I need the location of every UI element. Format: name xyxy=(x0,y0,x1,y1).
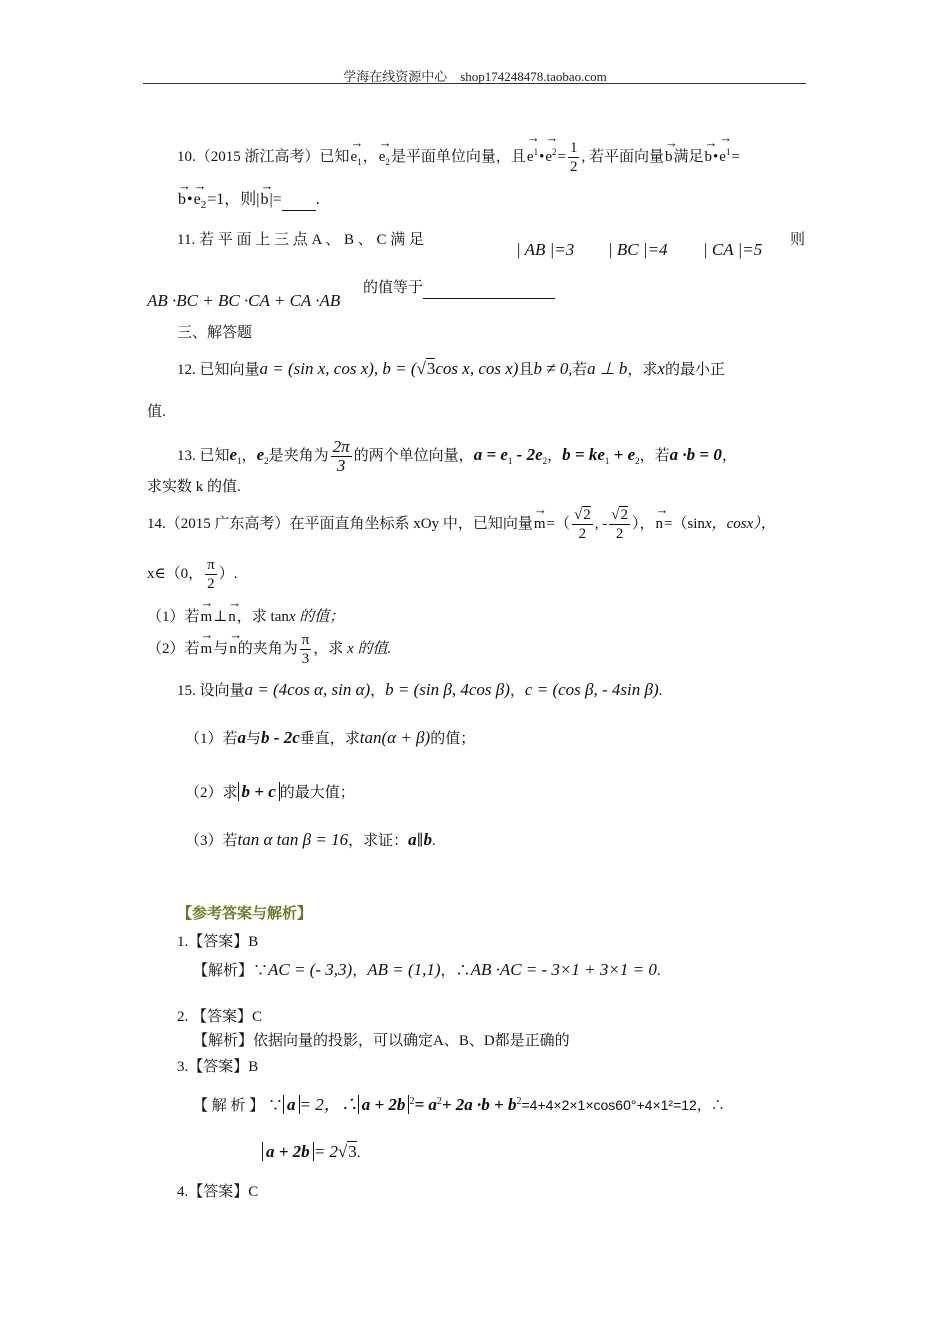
abs-bc: | BC |=4 xyxy=(608,240,668,259)
answer-2: 2. 【答案】C xyxy=(177,1009,263,1025)
answer-section-title: 【参考答案与解析】 xyxy=(177,906,313,922)
abs-ca: | CA |=5 xyxy=(703,240,763,259)
vector-m-c: → m xyxy=(201,633,213,659)
abs-ab: | AB |=3 xyxy=(516,240,575,259)
vector-b: → b xyxy=(665,141,673,167)
vector-b-2: → b xyxy=(705,141,713,167)
answer-4: 4.【答案】C xyxy=(177,1184,259,1200)
fraction-root2-over-2-b: $\frac{√2}{2}$ xyxy=(611,507,628,542)
then-word: 则 xyxy=(790,232,806,248)
question-14-range: x∈（0， $\frac{\pi}{2}$ ）. xyxy=(147,557,238,592)
question-14-part1: （1）若→ m⊥→ n，求 tanx 的值； xyxy=(147,601,344,627)
question-10-line2: → b•→ $e_2=1$，则|→ b|= . xyxy=(177,184,320,215)
vector-e2-b: → $e^2$ xyxy=(545,136,556,167)
question-15-line1: 15. 设向量a = (4cos α, sin α)，b = (sin β, 4cos β)，c = (cos β, - 4sin β). xyxy=(177,680,663,699)
vector-m-b: → m xyxy=(201,601,213,627)
vector-e2: → $e_2$ xyxy=(379,141,390,172)
vector-n-c: → n xyxy=(229,633,237,659)
answer-blank xyxy=(282,190,316,211)
question-12-line2: 值. xyxy=(147,404,166,420)
question-13-line1: 13. 已知$e_1$，$e_2$是夹角为 $\frac{2\pi}{3}$ 的两个单位向量，$a = e_1 - 2e_2$，$b = ke_1 + e_2$，若a ·b = 0， xyxy=(177,437,737,475)
fraction-pi-over-3: $\frac{\pi}{3}$ xyxy=(301,632,310,667)
answer-3: 3.【答案】B xyxy=(177,1059,259,1075)
section-heading: 三、解答题 xyxy=(177,325,253,341)
vector-n-b: → n xyxy=(228,601,236,627)
question-15-part3: （3）若tan α tan β = 16，求证：a∥b. xyxy=(185,830,436,849)
fraction-half: $\frac{1}{2}$ xyxy=(569,140,578,176)
question-13-line2: 求实数 k 的值. xyxy=(147,479,241,495)
fraction-root2-over-2: $\frac{√2}{2}$ xyxy=(573,507,591,542)
question-12-line1: 12. 已知向量a = (sin x, cos x), b = (√3cos x, cos x)且b ≠ 0,若a ⊥ b，求x的最小正 xyxy=(177,359,725,378)
vector-b-4: → b xyxy=(260,184,268,210)
explanation-2: 【解析】依据向量的投影，可以确定A、B、D都是正确的 xyxy=(193,1033,570,1049)
vector-e1-c: → $e^1$ xyxy=(719,136,730,167)
vector-b-3: → b xyxy=(178,184,186,210)
vector-e2-c: → $e_2$ xyxy=(194,184,207,215)
answer-blank xyxy=(423,278,555,299)
fraction-pi-over-2: $\frac{\pi}{2}$ xyxy=(207,557,215,592)
explanation-3: 【 解 析 】 ∵ a = 2，∴ a + 2b $^2= a^2+ 2a \cdot b + b^2=4+4\times 2\times 1\times\cos 60^\circ+4\times 1^2=12$，∴ xyxy=(193,1095,725,1114)
dot-product-sum: AB ·BC + BC ·CA + CA ·AB xyxy=(147,291,341,310)
fraction-two-pi-over-three: $\frac{2\pi}{3}$ xyxy=(332,437,350,475)
question-15-part2: （2）求 b + c 的最大值； xyxy=(185,782,355,801)
answer-1: 1.【答案】B xyxy=(177,934,259,950)
question-10-line1: 10.（2015 浙江高考）已知→ $e_1$，→ $e_2$是平面单位向量，且→ $e^1•\to e^2=$ $\frac{1}{2}$ , 若平面向量→ b满足→ b•→ $e^1=$ xyxy=(177,136,740,176)
question-11-line1: 11. 若 平 面 上 三 点 A 、 B 、 C 满 足 xyxy=(177,232,424,248)
question-14-part2: （2）若→ m与→ n的夹角为 $\frac{\pi}{3}$ ，求 x 的值. xyxy=(147,631,391,668)
question-15-part1: （1）若a与b - 2c垂直，求tan(α + β)的值； xyxy=(185,728,476,747)
header-rule xyxy=(143,83,806,84)
vector-e1-b: → $e^1$ xyxy=(527,136,538,167)
vector-n: → n xyxy=(655,508,663,534)
explanation-1: 【解析】∵AC = (- 3,3)，AB = (1,1)，∴AB ·AC = - 3×1 + 3×1 = 0. xyxy=(193,960,661,979)
vector-e1: → $e_1$ xyxy=(351,141,362,172)
question-11-tail: 的值等于 xyxy=(363,278,555,299)
question-14-line1: 14.（2015 广东高考）在平面直角坐标系 xOy 中，已知向量→ m=（ $\frac{√2}{2}$ , - $\frac{√2}{2}$ ），→ n=（sinx，cosx）， xyxy=(147,506,776,543)
vector-m: → m xyxy=(534,508,546,534)
explanation-3-result: a + 2b = 2√3. xyxy=(262,1142,361,1163)
page-header: 学海在线资源中心 shop174248478.taobao.com xyxy=(343,69,607,84)
